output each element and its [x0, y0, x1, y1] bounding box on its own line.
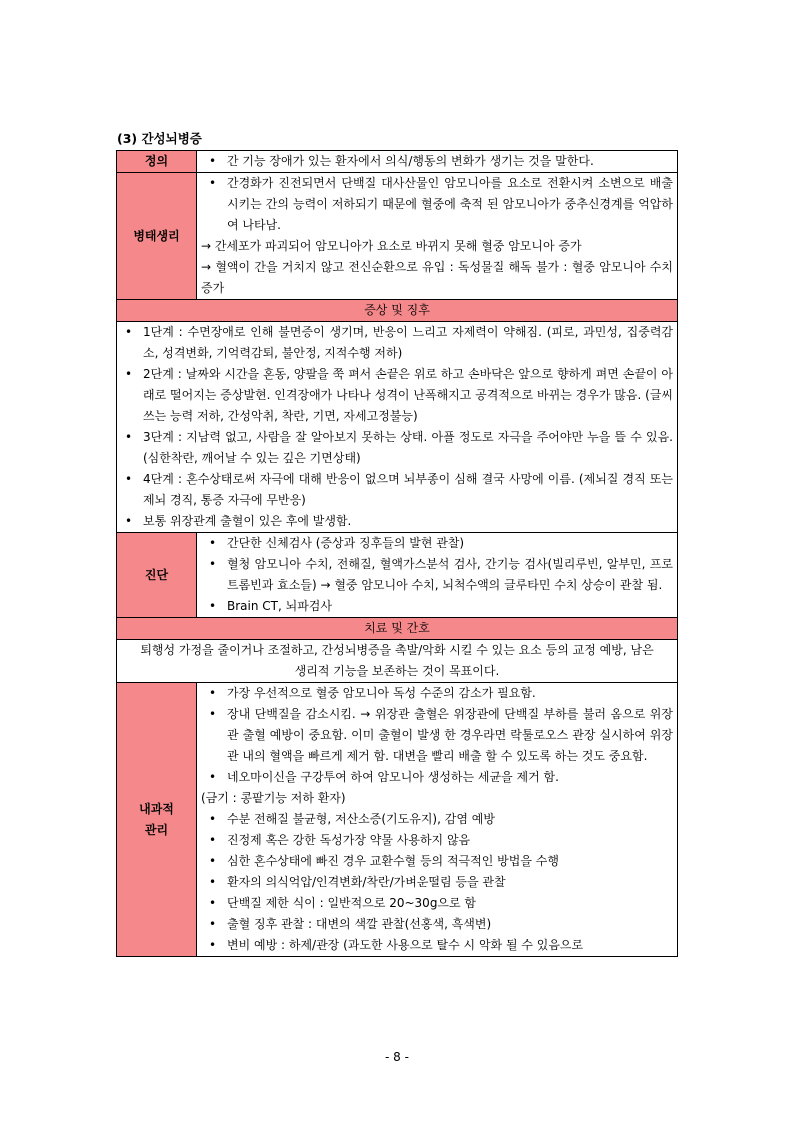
symptom-item: • 3단계 : 지남력 없고, 사람을 잘 알아보지 못하는 상태. 아플 정도로 자극을 주어야만 누을 뜰 수 있음. (심한착란, 깨어날 수 있는 깊은 기면상태) — [117, 427, 673, 469]
medical-item: • 가장 우선적으로 혈중 암모니아 독성 수준의 감소가 필요함. — [201, 683, 673, 704]
medical-item: • 출혈 징후 관찰 : 대변의 색깔 관찰(선홍색, 흑색변) — [201, 914, 673, 935]
medical-item: • 진정제 혹은 강한 독성가장 약물 사용하지 않음 — [201, 830, 673, 851]
medical-row — [117, 683, 678, 957]
diagnosis-item: • 혈청 암모니아 수치, 전해질, 혈액가스분석 검사, 간기능 검사(빌리루빈, 알부민, 프로트롬빈과 효소들) → 혈중 암모니아 수치, 뇌척수액의 글루타민 수치 상승이 관찰 됨. — [201, 554, 673, 596]
diagnosis-item: • Brain CT, 뇌파검사 — [201, 596, 673, 617]
pathophysiology-arrow-1: → 간세포가 파괴되어 암모니아가 요소로 바뀌지 못해 혈중 암모니아 증가 — [201, 239, 582, 253]
treatment-goal-row — [117, 640, 678, 683]
symptoms-header: 증상 및 징후 — [117, 300, 678, 322]
treatment-header-row — [117, 618, 678, 640]
medical-label-line1: 내과적 — [139, 801, 174, 816]
definition-item: • 간 기능 장애가 있는 환자에서 의식/행동의 변화가 생기는 것을 말한다. — [201, 151, 673, 172]
medical-item: • 수분 전해질 불균형, 저산소증(기도유지), 감염 예방 — [201, 809, 673, 830]
medical-item: • 변비 예방 : 하제/관장 (과도한 사용으로 탈수 시 악화 될 수 있음으로 — [201, 935, 673, 956]
medical-label-line2: 관리 — [144, 822, 169, 837]
symptom-item: • 1단계 : 수면장애로 인해 불면증이 생기며, 반응이 느리고 자제력이 약해짐. (피로, 과민성, 집중력감소, 성격변화, 기억력감퇴, 불안정, 지적수행 저하) — [117, 322, 673, 364]
pathophysiology-arrow-2: → 혈액이 간을 거치지 않고 전신순환으로 유입 : 독성물질 해독 불가 : 혈중 암모니아 수치 증가 — [201, 260, 673, 295]
diagnosis-item: • 간단한 신체검사 (증상과 징후들의 발현 관찰) — [201, 533, 673, 554]
medical-item: • 심한 혼수상태에 빠진 경우 교환수혈 등의 적극적인 방법을 수행 — [201, 851, 673, 872]
diagnosis-label: 진단 — [117, 533, 197, 618]
medical-item: • 단백질 제한 식이 : 일반적으로 20~30g으로 함 — [201, 893, 673, 914]
definition-row — [117, 151, 678, 173]
section-title: (3) 간성뇌병증 — [117, 131, 202, 146]
symptoms-header-row — [117, 300, 678, 322]
content-table — [116, 150, 678, 957]
medical-item: • 네오마이신을 구강투여 하여 암모니아 생성하는 세균을 제거 함. — [201, 767, 673, 788]
symptoms-row — [117, 322, 678, 533]
definition-label: 정의 — [117, 151, 197, 173]
diagnosis-row — [117, 533, 678, 618]
pathophysiology-item: • 간경화가 진전되면서 단백질 대사산물인 암모니아를 요소로 전환시켜 소변으로 배출 시키는 간의 능력이 저하되기 때문에 혈중에 축적 된 암모니아가 중추신경계를 억압하여 나타남. — [201, 173, 673, 236]
pathophysiology-label: 병태생리 — [117, 173, 197, 300]
medical-item: • 장내 단백질을 감소시킴. → 위장관 출혈은 위장관에 단백질 부하를 불러 옴으로 위장관 출혈 예방이 중요함. 이미 출혈이 발생 한 경우라면 락툴로오스 관장 실시하여 위장관 내의 혈액을 빠르게 제거 함. 대변을 빨리 배출 할 수 있도록 하는 것도 중요함. — [201, 704, 673, 767]
treatment-goal: 퇴행성 가정을 줄이거나 조절하고, 간성뇌병증을 촉발/악화 시킬 수 있는 요소 등의 교정 예방, 남은 생리적 기능을 보존하는 것이 목표이다. — [117, 640, 678, 683]
page-number: - 8 - — [385, 1050, 409, 1064]
symptom-item: • 보통 위장관계 출혈이 있은 후에 발생함. — [117, 511, 673, 532]
medical-label — [117, 683, 197, 957]
neomycin-note: (금기 : 콩팥기능 저하 환자) — [201, 791, 346, 805]
symptom-item: • 2단계 : 날짜와 시간을 혼동, 양팔을 쭉 펴서 손끝은 위로 하고 손바닥은 앞으로 향하게 펴면 손끝이 아래로 떨어지는 증상발현. 인격장애가 나타나 성격이 난폭해지고 공격적으로 바뀌는 경우가 많음. (글씨쓰는 능력 저하, 간성악취, 착란, 기면, 자세고정불능) — [117, 364, 673, 427]
medical-item: • 환자의 의식억압/인격변화/착란/가벼운떨림 등을 관찰 — [201, 872, 673, 893]
symptom-item: • 4단계 : 혼수상태로써 자극에 대해 반응이 없으며 뇌부종이 심해 결국 사망에 이름. (제뇌질 경직 또는 제뇌 경직, 통증 자극에 무반응) — [117, 469, 673, 511]
treatment-header: 치료 및 간호 — [117, 618, 678, 640]
pathophysiology-row — [117, 173, 678, 300]
